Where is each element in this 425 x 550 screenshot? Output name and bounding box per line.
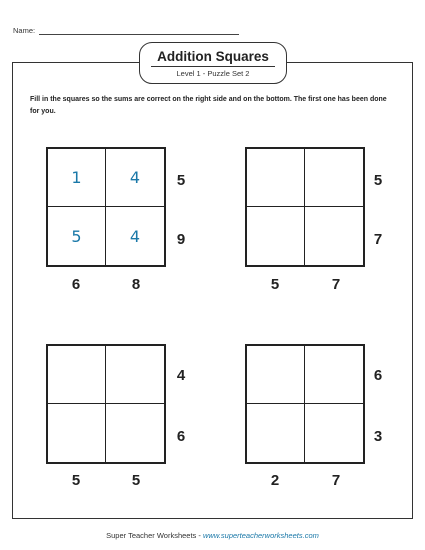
title-box [139, 42, 287, 84]
puzzle-cell[interactable] [106, 346, 164, 404]
bottom-sum: 7 [331, 472, 341, 489]
puzzle-cell[interactable]: 1 [48, 149, 106, 207]
puzzle-cell[interactable]: 5 [48, 207, 106, 265]
puzzle-cell[interactable] [305, 149, 363, 207]
puzzle-grid-3 [46, 344, 166, 464]
puzzle-cell[interactable] [247, 207, 305, 265]
puzzle-cell[interactable] [48, 404, 106, 462]
footer-separator: - [196, 531, 203, 540]
right-sum: 7 [373, 231, 383, 248]
page-subtitle: Level 1 - Puzzle Set 2 [176, 69, 250, 78]
bottom-sum: 7 [331, 276, 341, 293]
puzzle-grid-4 [245, 344, 365, 464]
puzzle-cell[interactable] [305, 346, 363, 404]
right-sum: 5 [176, 172, 186, 189]
bottom-sum: 5 [270, 276, 280, 293]
name-label: Name: [13, 26, 36, 35]
right-sum: 9 [176, 231, 186, 248]
right-sum: 6 [373, 367, 383, 384]
puzzle-cell[interactable] [305, 404, 363, 462]
footer-link[interactable]: www.superteacherworksheets.com [202, 531, 319, 540]
puzzle-cell[interactable] [305, 207, 363, 265]
footer [0, 531, 425, 540]
right-sum: 3 [373, 428, 383, 445]
puzzle-cell[interactable]: 4 [129, 226, 141, 246]
puzzle-cell[interactable] [247, 404, 305, 462]
bottom-sum: 5 [71, 472, 81, 489]
puzzle-grid-2 [245, 147, 365, 267]
bottom-sum: 6 [71, 276, 81, 293]
puzzle-cell[interactable] [48, 346, 106, 404]
puzzle-cell[interactable]: 4 [106, 149, 164, 207]
name-field [13, 26, 239, 35]
puzzle-grid-1 [46, 147, 166, 267]
footer-brand: Super Teacher Worksheets [106, 531, 197, 540]
page-title: Addition Squares [157, 49, 269, 64]
puzzle-cell[interactable] [106, 404, 164, 462]
bottom-sum: 2 [270, 472, 280, 489]
puzzle-cell[interactable] [247, 346, 305, 404]
puzzle-cell[interactable] [247, 149, 305, 207]
instructions: Fill in the squares so the sums are correct on the right side and on the bottom. The first one has been done for you. [30, 96, 387, 115]
right-sum: 4 [176, 367, 186, 384]
name-line[interactable] [39, 26, 239, 35]
bottom-sum: 5 [131, 472, 141, 489]
title-divider [151, 66, 275, 67]
bottom-sum: 8 [131, 276, 141, 293]
right-sum: 5 [373, 172, 383, 189]
right-sum: 6 [176, 428, 186, 445]
